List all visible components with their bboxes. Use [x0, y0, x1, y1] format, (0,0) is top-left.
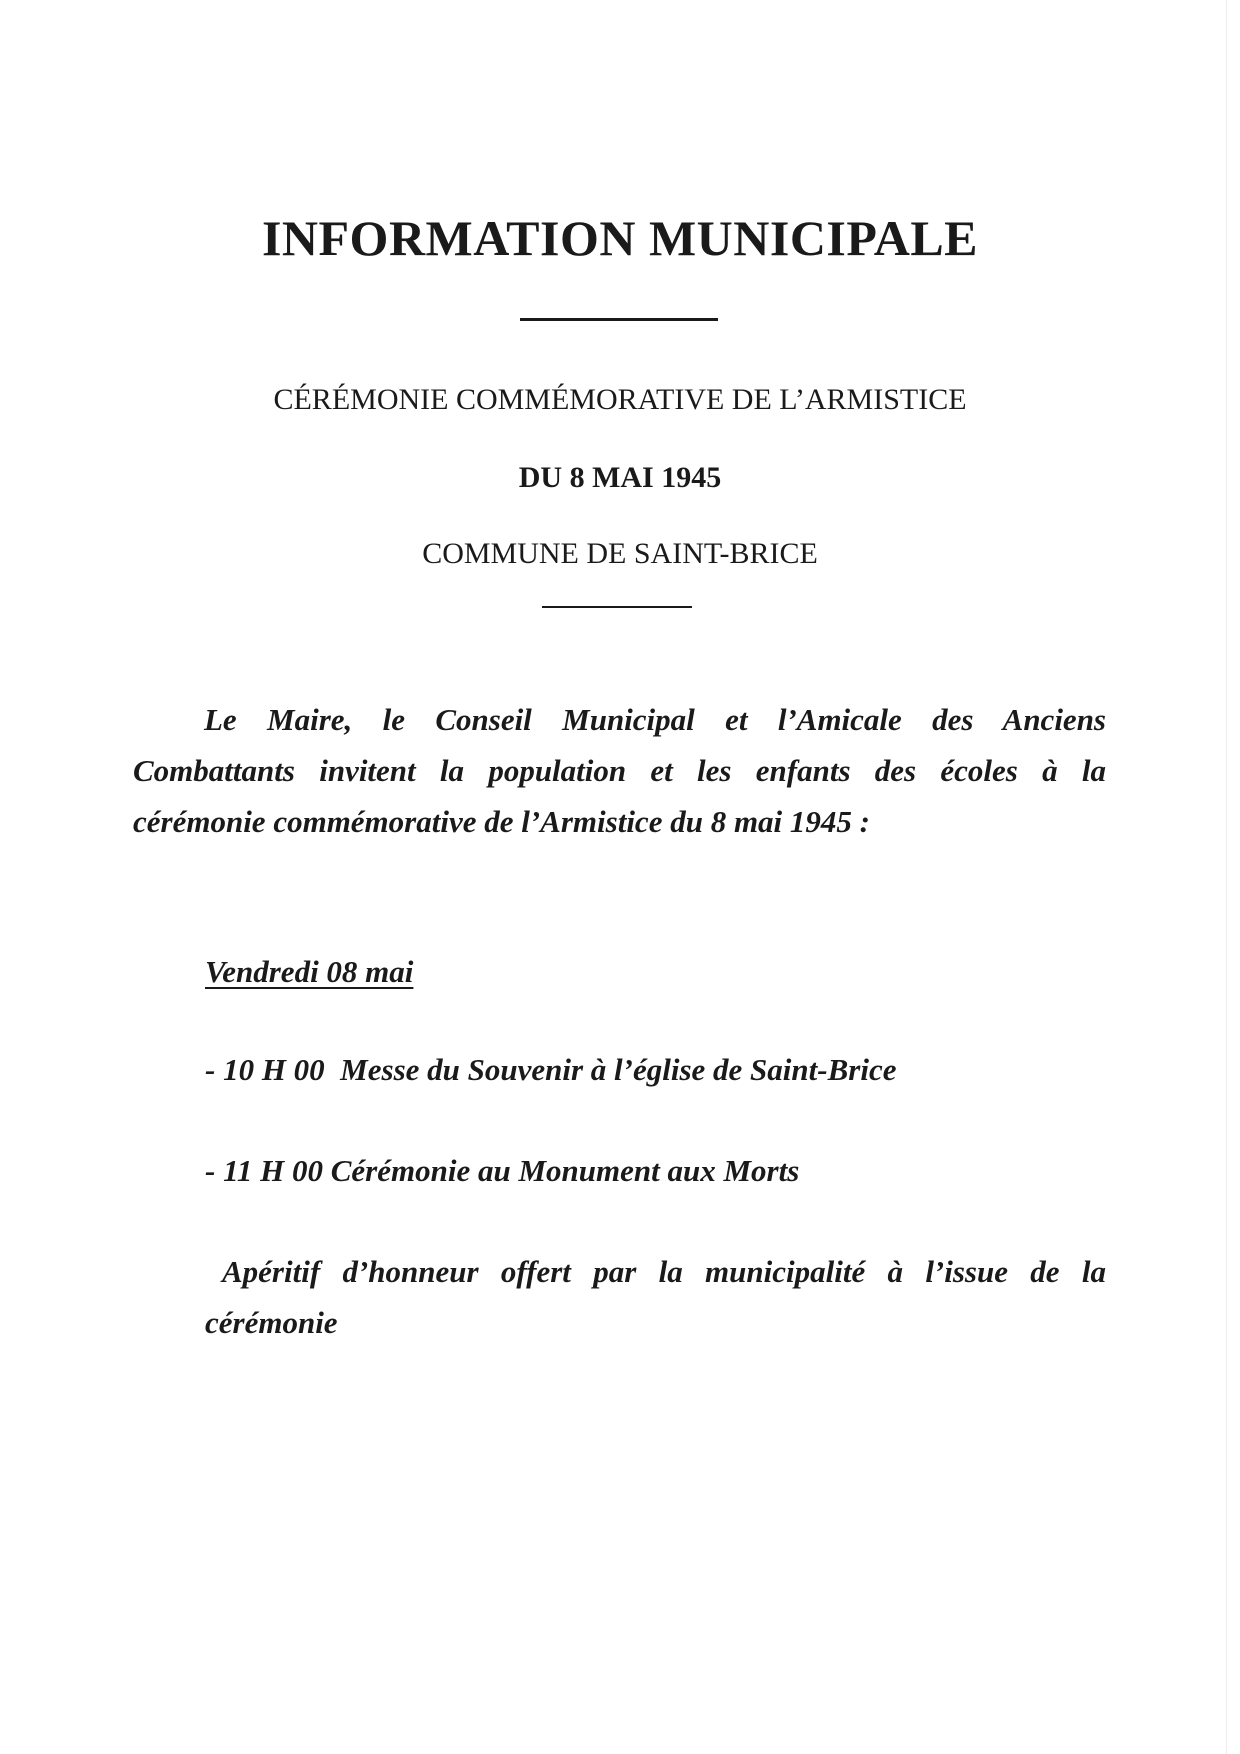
- schedule-item-mass: - 10 H 00 Messe du Souvenir à l’église de Saint-Brice: [205, 1052, 897, 1087]
- title-divider: [520, 318, 718, 321]
- ceremony-heading: CÉRÉMONIE COMMÉMORATIVE DE L’ARMISTICE: [273, 383, 967, 416]
- schedule-item-ceremony: - 11 H 00 Cérémonie au Monument aux Morts: [205, 1153, 800, 1188]
- document-title: INFORMATION MUNICIPALE: [261, 210, 979, 266]
- event-date: Vendredi 08 mai: [205, 954, 414, 989]
- ceremony-date-heading: DU 8 MAI 1945: [518, 461, 722, 494]
- intro-line-3: cérémonie commémorative de l’Armistice du 8 mai 1945 :: [133, 804, 870, 839]
- closing-line-1: Apéritif d’honneur offert par la municipalité à l’issue de la: [222, 1254, 1106, 1289]
- intro-line-2: Combattants invitent la population et les enfants des écoles à la: [133, 753, 1106, 788]
- commune-heading: COMMUNE DE SAINT-BRICE: [422, 537, 818, 570]
- closing-line-2: cérémonie: [205, 1305, 338, 1340]
- intro-line-1: Le Maire, le Conseil Municipal et l’Amicale des Anciens: [204, 702, 1106, 737]
- heading-divider: [542, 606, 692, 608]
